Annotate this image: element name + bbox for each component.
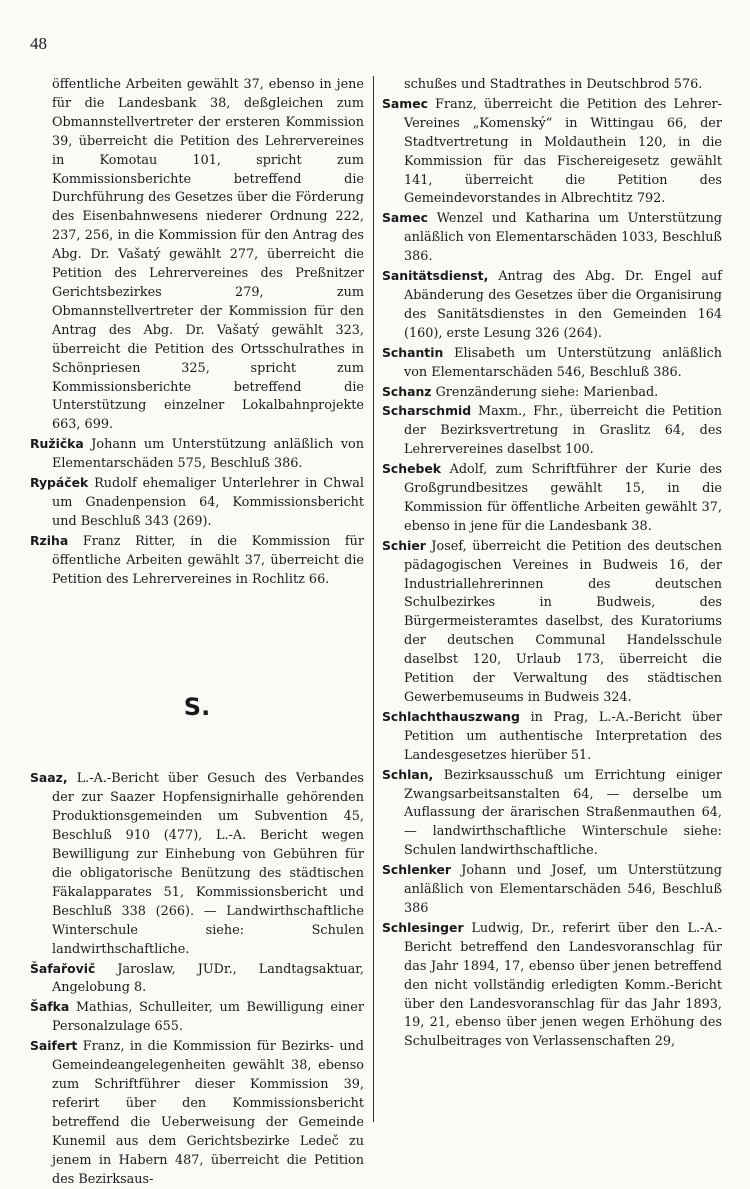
entry-headword: Šafařovič <box>30 960 96 976</box>
index-entry <box>382 95 722 209</box>
index-entry <box>30 76 364 435</box>
entry-headword: Schlenker <box>382 862 451 878</box>
index-entry <box>382 76 722 95</box>
entry-headword: Schlesinger <box>382 919 464 935</box>
left-entries-top <box>30 76 364 589</box>
entry-headword: Samec <box>382 95 428 111</box>
left-column <box>30 76 364 1189</box>
entry-text: Jaroslaw, JUDr., Landtagsaktuar, Angelobung 8. <box>52 961 364 996</box>
index-entry <box>382 861 722 919</box>
entry-text: Grenzänderung siehe: Marienbad. <box>435 384 659 400</box>
index-entry <box>382 460 722 537</box>
entry-headword: Schebek <box>382 461 442 477</box>
index-entry <box>30 532 364 590</box>
index-entry <box>382 267 722 344</box>
entry-text: öffentliche Arbeiten gewählt 37, ebenso in jene für die Landesbank 38, deßgleichen zum Obmannstellvertreter der ersteren Kommission 39, überreicht die Petition des Lehrervereines in Komotau 101, spricht zum Kommissionsberichte betreffend die Durchführung des Gesetzes über die Förderung des Eisenbahnwesens niederer Ordnung 222, 237, 256, in die Kommission für den Antrag des Abg. Dr. Vašatý gewählt 277, überreicht die Petition des Lehrervereines des Preßnitzer Gerichtsbezirkes 279, zum Obmannstellvertreter der Kommission für den Antrag des Abg. Dr. Vašatý gewählt 323, überreicht die Petition des Ortsschulrathes in Schönpriesen 325, spricht zum Kommissionsberichte betreffend die Unterstützung einzelner Lokalbahnprojekte 663, 699. <box>52 77 364 433</box>
entry-headword: Rziha <box>30 532 69 548</box>
entry-text: Johann und Josef, um Unterstützung anläßlich von Elementarschäden 546, Beschluß 386 <box>404 863 722 916</box>
entry-headword: Šafka <box>30 999 70 1015</box>
index-entry <box>382 383 722 403</box>
index-entry <box>382 344 722 383</box>
entry-text: Wenzel und Katharina um Unterstützung anläßlich von Elementarschäden 1033, Beschluß 386. <box>404 211 723 265</box>
entry-text: Bezirksausschuß um Errichtung einiger Zwangsarbeitsanstalten 64, — derselbe um Auflassung der ärarischen Straßenmauthen 64, — landwirthschaftliche Winterschule siehe: Schulen landwirthschaftliche. <box>404 767 722 859</box>
index-entry <box>382 708 722 766</box>
entry-text: Mathias, Schulleiter, um Bewilligung einer Personalzulage 655. <box>52 1000 364 1035</box>
index-entry <box>30 769 364 959</box>
entry-headword: Saaz, <box>30 770 68 786</box>
entry-text: Franz, in die Kommission für Bezirks- und Gemeindeangelegenheiten gewählt 38, ebenso zum Schriftführer dieser Kommission 39, referirt über den Kommissionsbericht betreffend die Ueberweisung der Gemeinde Kunemil aus dem Gerichtsbezirke Ledeč zu jenem in Habern 487, überreicht die Petition des Bezirksaus- <box>52 1039 364 1187</box>
column-divider <box>373 76 374 1122</box>
entry-headword: Schantin <box>382 344 444 360</box>
entry-headword: Schlan, <box>382 766 434 782</box>
section-letter: S. <box>183 693 211 722</box>
entry-text: Franz, überreicht die Petition des Lehrer-Vereines „Komenský“ in Wittingau 66, der Stadtvertretung in Moldauthein 120, in die Kommission für das Fischereigesetz gewählt 141, überreicht die Petition des Gemeindevorstandes in Albrechtitz 792. <box>404 96 722 207</box>
entry-text: Johann um Unterstützung anläßlich von Elementarschäden 575, Beschluß 386. <box>52 437 364 472</box>
entry-headword: Schlachthauszwang <box>382 708 520 724</box>
right-column <box>382 76 722 1052</box>
entry-headword: Scharschmid <box>382 403 472 419</box>
entry-headword: Ružička <box>30 436 84 452</box>
entry-text: Rudolf ehemaliger Unterlehrer in Chwal um Gnadenpension 64, Kommissionsbericht und Beschluß 343 (269). <box>52 476 364 529</box>
index-entry <box>30 998 364 1037</box>
index-entry <box>30 435 364 474</box>
entry-headword: Sanitätsdienst, <box>382 268 489 284</box>
index-entry <box>382 402 722 460</box>
entry-text: Adolf, zum Schriftführer der Kurie des Großgrundbesitzes gewählt 15, in die Kommission für öffentliche Arbeiten gewählt 37, ebenso in jene für die Landesbank 38. <box>404 462 722 534</box>
entry-headword: Saifert <box>30 1038 78 1054</box>
entry-text: Ludwig, Dr., referirt über den L.-A.-Bericht betreffend den Landesvoranschlag für das Jahr 1894, 17, ebenso über jenen betreffend den nicht vollständig erledigten Komm.-Bericht über den Landesvoranschlag für das Jahr 1893, 19, 21, ebenso über jenen wegen Erhöhung des Schulbeitrages von Verlassenschaften 29, <box>404 920 722 1050</box>
index-entry <box>30 474 364 532</box>
entry-headword: Schanz <box>382 383 432 399</box>
index-entry <box>382 537 722 708</box>
section-gap-after <box>30 721 364 769</box>
entry-text: Maxm., Fhr., überreicht die Petition der Bezirksvertretung in Graslitz 64, des Lehrervereines daselbst 100. <box>404 404 722 458</box>
entry-text: schußes und Stadtrathes in Deutschbrod 576. <box>404 77 703 92</box>
entry-headword: Rypáček <box>30 475 89 491</box>
entry-text: Elisabeth um Unterstützung anläßlich von Elementarschäden 546, Beschluß 386. <box>404 345 722 380</box>
index-entry <box>30 1037 364 1189</box>
page-number: 48 <box>30 34 47 53</box>
right-entries <box>382 76 722 1052</box>
entry-text: Antrag des Abg. Dr. Engel auf Abänderung des Gesetzes über die Organisirung des Sanitätsdienstes in den Gemeinden 164 (160), erste Lesung 326 (264). <box>404 269 723 341</box>
index-entry <box>30 960 364 999</box>
entry-text: Josef, überreicht die Petition des deutschen pädagogischen Vereines in Budweis 16, der Industriallehrerinnen des deutschen Schulbezirkes in Budweis, des Bürgermeisteramtes daselbst, des Kuratoriums der deutschen Communal Handelsschule daselbst 120, Urlaub 173, überreicht die Petition der Verwaltung des städtischen Gewerbemuseums in Budweis 324. <box>404 538 722 705</box>
entry-text: Franz Ritter, in die Kommission für öffentliche Arbeiten gewählt 37, überreicht die Petition des Lehrervereines in Rochlitz 66. <box>52 533 364 587</box>
index-entry <box>382 919 722 1052</box>
index-entry <box>382 766 722 862</box>
entry-headword: Schier <box>382 537 426 553</box>
section-gap <box>30 589 364 693</box>
index-entry <box>382 209 722 267</box>
left-entries-bottom <box>30 769 364 1189</box>
entry-headword: Samec <box>382 210 428 226</box>
entry-text: in Prag, L.-A.-Bericht über Petition um authentische Interpretation des Landesgesetzes hierüber 51. <box>404 709 722 763</box>
entry-text: L.-A.-Bericht über Gesuch des Verbandes der zur Saazer Hopfensignirhalle gehörenden Produktionsgemeinden um Subvention 45, Beschluß 910 (477), L.-A. Bericht wegen Bewilligung zur Einhebung von Gebühren für die obligatorische Benützung des städtischen Fäkalapparates 51, Kommissionsbericht und Beschluß 338 (266). — Landwirthschaftliche Winterschule siehe: Schulen landwirthschaftliche. <box>52 771 364 957</box>
